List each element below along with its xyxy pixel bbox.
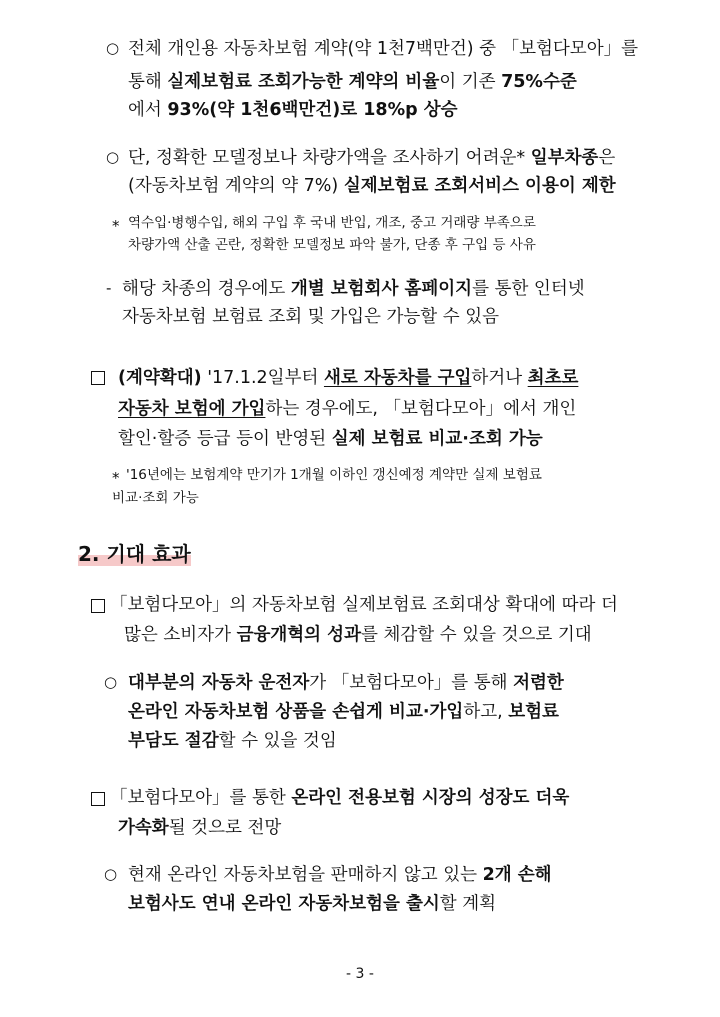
text-line: 통해 실제보험료 조회가능한 계약의 비율이 기존 75%수준 [128, 72, 577, 92]
text-line: 「보험다모아」를 통한 온라인 전용보험 시장의 성장도 더욱 [110, 788, 570, 808]
text-line: 역수입·병행수입, 해외 구입 후 국내 반입, 개조, 중고 거래량 부족으로 [128, 215, 536, 231]
text-line: 많은 소비자가 금융개혁의 성과를 체감할 수 있을 것으로 기대 [124, 625, 592, 645]
text-line: 부담도 절감할 수 있을 것임 [128, 731, 337, 751]
text-line: 비교·조회 가능 [112, 490, 199, 506]
circle-bullet-icon: ○ [106, 148, 120, 166]
text-line: 에서 93%(약 1천6백만건)로 18%p 상승 [128, 100, 458, 120]
text-line: 「보험다모아」의 자동차보험 실제보험료 조회대상 확대에 따라 더 [110, 595, 618, 615]
checkbox-square-icon [91, 371, 105, 385]
asterisk-icon: * [112, 217, 120, 235]
text-line: 할인·할증 등급 등이 반영된 실제 보험료 비교·조회 가능 [118, 429, 543, 449]
text-line: 차량가액 산출 곤란, 정확한 모델정보 파악 불가, 단종 후 구입 등 사유 [128, 237, 536, 253]
circle-bullet-icon: ○ [104, 865, 118, 883]
section-heading: 2. 기대 효과 [78, 542, 191, 566]
text-line: (계약확대) '17.1.2일부터 새로 자동차를 구입하거나 최초로 [118, 368, 579, 388]
text-line: 자동차보험 보험료 조회 및 가입은 가능할 수 있음 [122, 307, 500, 327]
circle-bullet-icon: ○ [106, 39, 120, 57]
text-line: 보험사도 연내 온라인 자동차보험을 출시할 계획 [128, 894, 497, 914]
dash-icon: - [106, 279, 112, 297]
text-line: 전체 개인용 자동차보험 계약(약 1천7백만건) 중 「보험다모아」를 [128, 39, 639, 59]
text-line: 단, 정확한 모델정보나 차량가액을 조사하기 어려운* 일부차종은 [128, 148, 616, 168]
text-line: (자동차보험 계약의 약 7%) 실제보험료 조회서비스 이용이 제한 [128, 176, 616, 196]
text-line: 가속화될 것으로 전망 [118, 818, 282, 838]
text-line: 온라인 자동차보험 상품을 손쉽게 비교·가입하고, 보험료 [128, 702, 559, 722]
asterisk-icon: * [112, 469, 120, 487]
text-line: 현재 온라인 자동차보험을 판매하지 않고 있는 2개 손해 [128, 865, 552, 885]
checkbox-square-icon [91, 792, 105, 806]
text-line: 대부분의 자동차 운전자가 「보험다모아」를 통해 저렴한 [128, 673, 564, 693]
text-line: 해당 차종의 경우에도 개별 보험회사 홈페이지를 통한 인터넷 [122, 279, 585, 299]
circle-bullet-icon: ○ [104, 673, 118, 691]
checkbox-square-icon [91, 599, 105, 613]
text-line: '16년에는 보험계약 만기가 1개월 이하인 갱신예정 계약만 실제 보험료 [126, 467, 542, 483]
text-line: 자동차 보험에 가입하는 경우에도, 「보험다모아」에서 개인 [118, 399, 577, 419]
page-number: - 3 - [346, 966, 374, 982]
